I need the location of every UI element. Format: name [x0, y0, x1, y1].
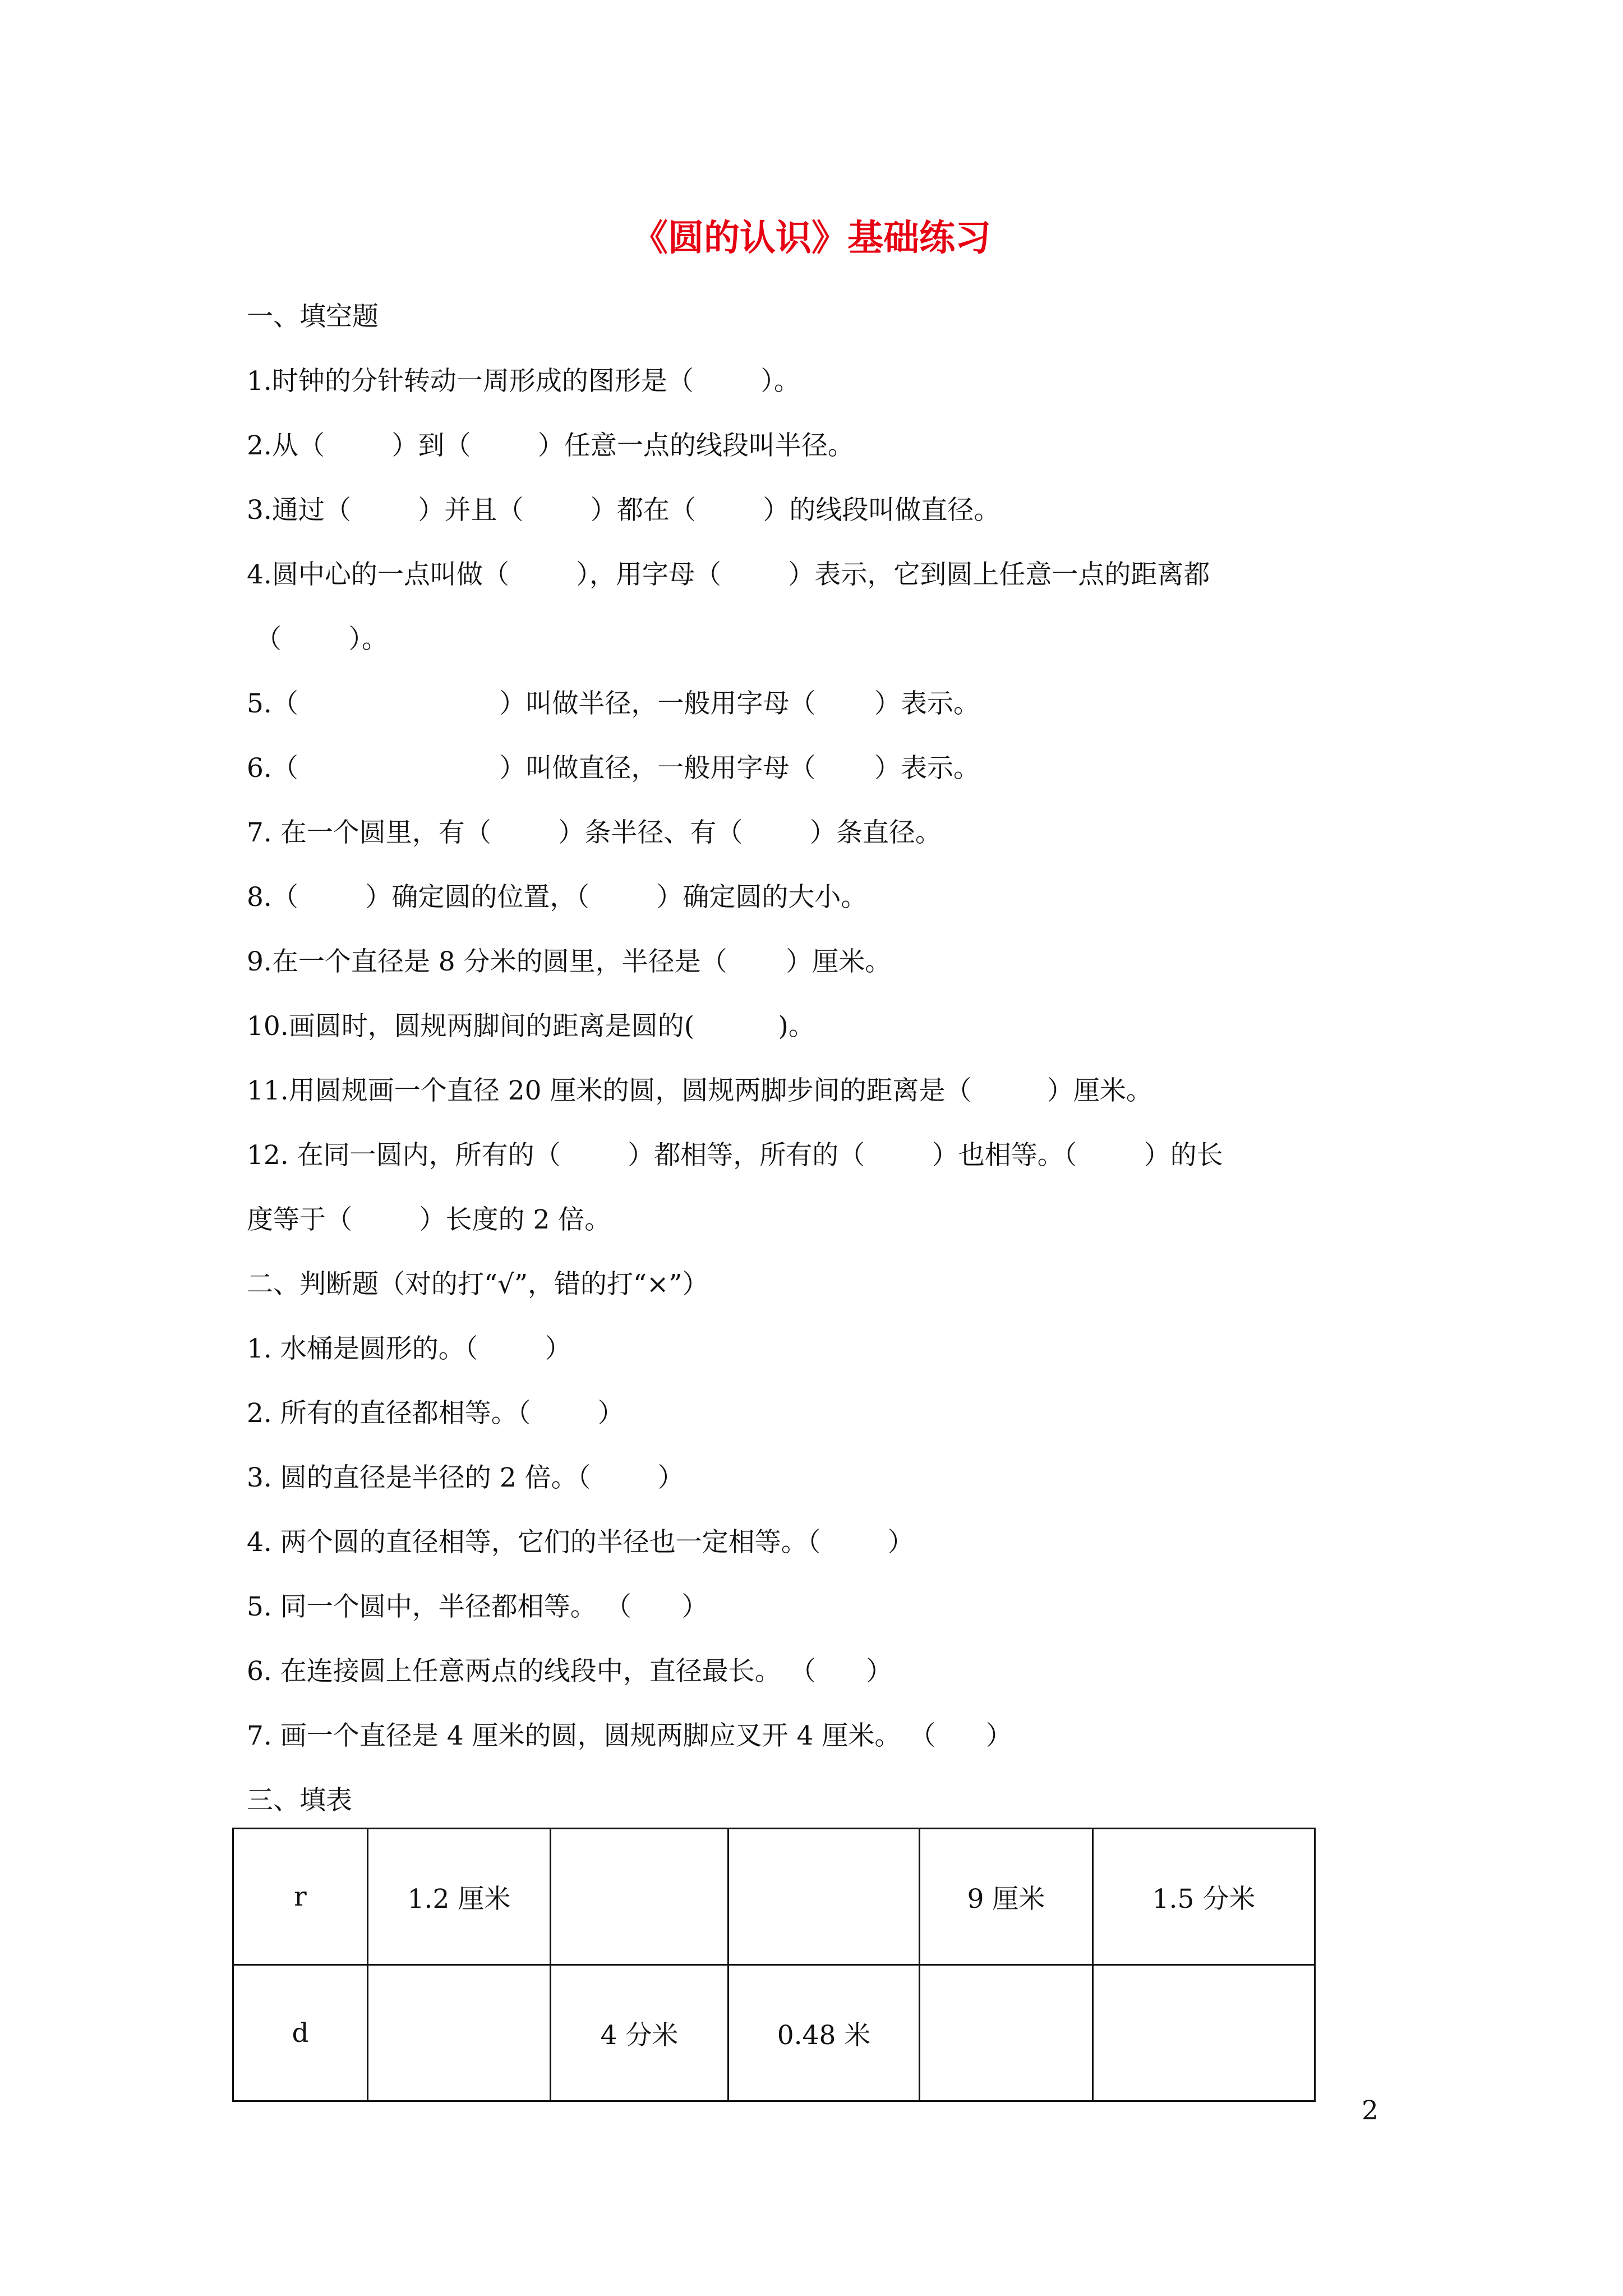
table-cell: 0.48 米: [728, 1965, 920, 2101]
question-line: 8.（ ）确定圆的位置，（ ）确定圆的大小。: [247, 882, 868, 913]
table-cell: [368, 1965, 551, 2101]
judgement-line: 3. 圆的直径是半径的 2 倍。（ ）: [247, 1462, 684, 1493]
table-cell: [728, 1829, 920, 1965]
question-line: 10.画圆时，圆规两脚间的距离是圆的( )。: [247, 1011, 815, 1042]
section-heading-fill-table: 三、填表: [247, 1785, 352, 1816]
question-line: 11.用圆规画一个直径 20 厘米的圆，圆规两脚步间的距离是（ ）厘米。: [247, 1075, 1152, 1106]
question-line: 4.圆中心的一点叫做（ ），用字母（ ）表示，它到圆上任意一点的距离都: [247, 559, 1210, 590]
judgement-line: 2. 所有的直径都相等。（ ）: [247, 1398, 624, 1429]
question-line: 2.从（ ）到（ ）任意一点的线段叫半径。: [247, 430, 854, 461]
table-cell: 1.5 分米: [1093, 1829, 1315, 1965]
question-line: 5.（ ）叫做半径，一般用字母（ ）表示。: [247, 688, 980, 719]
table-row: [233, 1829, 1315, 1965]
question-line: 3.通过（ ）并且（ ）都在（ ）的线段叫做直径。: [247, 495, 1000, 526]
page-title: 《圆的认识》基础练习: [632, 217, 991, 259]
table-cell: [920, 1965, 1093, 2101]
question-line: 9.在一个直径是 8 分米的圆里，半径是（ ）厘米。: [247, 946, 892, 977]
page-number: 2: [1362, 2095, 1378, 2126]
question-line: 6.（ ）叫做直径，一般用字母（ ）表示。: [247, 753, 980, 784]
judgement-line: 7. 画一个直径是 4 厘米的圆，圆规两脚应叉开 4 厘米。 （ ）: [247, 1720, 1012, 1751]
table-cell: r: [233, 1829, 368, 1965]
judgement-line: 4. 两个圆的直径相等，它们的半径也一定相等。（ ）: [247, 1527, 914, 1558]
table-cell: [1093, 1965, 1315, 2101]
question-line: （ ）。: [255, 624, 389, 655]
table-cell: 9 厘米: [920, 1829, 1093, 1965]
table-cell: 1.2 厘米: [368, 1829, 551, 1965]
question-line: 7. 在一个圆里，有（ ）条半径、有（ ）条直径。: [247, 817, 942, 848]
question-line: 1.时钟的分针转动一周形成的图形是（ ）。: [247, 366, 800, 397]
judgement-line: 1. 水桶是圆形的。（ ）: [247, 1333, 571, 1364]
judgement-line: 6. 在连接圆上任意两点的线段中，直径最长。 （ ）: [247, 1656, 893, 1687]
question-line: 12. 在同一圆内，所有的（ ）都相等，所有的（ ）也相等。（ ）的长: [247, 1140, 1223, 1171]
table-row: [233, 1965, 1315, 2101]
table-cell: 4 分米: [551, 1965, 728, 2101]
section-heading-fill-blank: 一、填空题: [247, 301, 379, 332]
table-cell: d: [233, 1965, 368, 2101]
judgement-line: 5. 同一个圆中，半径都相等。 （ ）: [247, 1591, 708, 1622]
radius-diameter-table: [232, 1828, 1316, 2102]
question-line: 度等于（ ）长度的 2 倍。: [247, 1204, 611, 1235]
section-heading-true-false: 二、判断题（对的打“√”，错的打“×”）: [247, 1269, 709, 1300]
table-cell: [551, 1829, 728, 1965]
